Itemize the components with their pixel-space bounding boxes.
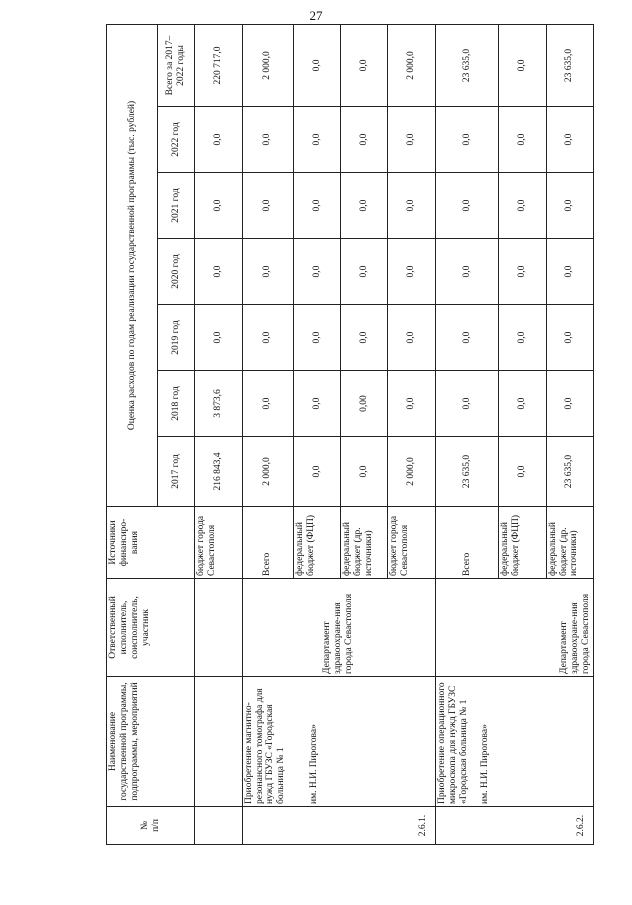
header-year: 2018 год: [158, 371, 195, 437]
value-cell: 23 635,0: [546, 24, 593, 106]
header-year: 2021 год: [158, 173, 195, 239]
table-row: [435, 24, 499, 844]
value-cell: 0,0: [293, 437, 340, 507]
value-cell: 2 000,0: [242, 24, 293, 106]
source-cell: федеральный бюджет (ФЦП): [293, 507, 340, 579]
value-cell: 0,0: [293, 107, 340, 173]
value-cell: 0,0: [388, 371, 435, 437]
value-cell: 23 635,0: [546, 437, 593, 507]
header-name: Наименование государственной программы, подпрограммы, мероприятий: [107, 677, 195, 807]
value-cell: 0,0: [293, 173, 340, 239]
header-year: 2022 год: [158, 107, 195, 173]
value-cell: 0,0: [341, 24, 388, 106]
value-cell: 2 000,0: [242, 437, 293, 507]
name-cell: [195, 677, 242, 807]
value-cell: 0,0: [195, 305, 242, 371]
source-cell: федеральный бюджет (др. источники): [546, 507, 593, 579]
value-cell: 0,0: [293, 371, 340, 437]
value-cell: 23 635,0: [435, 24, 499, 106]
header-year: 2017 год: [158, 437, 195, 507]
num-cell: 2.6.1.: [242, 807, 435, 845]
value-cell: 0,0: [435, 239, 499, 305]
header-responsible: Ответственный исполнитель, соисполнитель, участник: [107, 579, 195, 677]
source-cell: федеральный бюджет (др. источники): [341, 507, 388, 579]
num-cell: [195, 807, 242, 845]
header-source: Источники финансиро-вания: [107, 507, 195, 579]
responsible-cell: Департамент здравоохране-ния города Севастополя: [242, 579, 435, 677]
value-cell: 0,0: [435, 173, 499, 239]
value-cell: 0,0: [242, 305, 293, 371]
value-cell: 220 717,0: [195, 24, 242, 106]
value-cell: 0,0: [499, 239, 546, 305]
budget-table: [106, 24, 594, 845]
value-cell: 0,0: [546, 239, 593, 305]
value-cell: 0,0: [341, 239, 388, 305]
source-cell: федеральный бюджет (ФЦП): [499, 507, 546, 579]
value-cell: 3 873,6: [195, 371, 242, 437]
value-cell: 0,0: [195, 107, 242, 173]
value-cell: 0,0: [499, 305, 546, 371]
value-cell: 0,0: [293, 305, 340, 371]
source-cell: Всего: [242, 507, 293, 579]
value-cell: 0,0: [546, 107, 593, 173]
value-cell: 0,0: [242, 371, 293, 437]
rotated-table-wrapper: [106, 25, 594, 845]
value-cell: 0,0: [499, 107, 546, 173]
value-cell: 0,0: [388, 305, 435, 371]
group-name: Приобретение операционного микроскопа для нужд ГБУЗС «Городская больница № 1: [436, 682, 469, 804]
name-cell: [242, 677, 435, 807]
header-num: № п/п: [107, 807, 195, 845]
source-cell: бюджет города Севастополя: [195, 507, 242, 579]
value-cell: 2 000,0: [388, 437, 435, 507]
page-number: 27: [309, 8, 323, 23]
value-cell: 0,0: [546, 305, 593, 371]
header-year: 2020 год: [158, 239, 195, 305]
value-cell: 0,00: [341, 371, 388, 437]
value-cell: 216 843,4: [195, 437, 242, 507]
value-cell: 23 635,0: [435, 437, 499, 507]
value-cell: 0,0: [388, 107, 435, 173]
value-cell: 0,0: [499, 24, 546, 106]
value-cell: 0,0: [242, 239, 293, 305]
value-cell: 0,0: [388, 239, 435, 305]
source-cell: Всего: [435, 507, 499, 579]
value-cell: 0,0: [195, 173, 242, 239]
num-cell: 2.6.2.: [435, 807, 593, 845]
value-cell: 0,0: [388, 173, 435, 239]
value-cell: 0,0: [341, 437, 388, 507]
value-cell: 0,0: [341, 305, 388, 371]
responsible-cell: Департамент здравоохране-ния города Севастополя: [435, 579, 593, 677]
responsible-cell: [195, 579, 242, 677]
source-cell: бюджет города Севастополя: [388, 507, 435, 579]
value-cell: 0,0: [195, 239, 242, 305]
value-cell: 0,0: [242, 173, 293, 239]
value-cell: 0,0: [435, 371, 499, 437]
value-cell: 0,0: [546, 173, 593, 239]
group-name: Приобретение магнитно-резонансного томографа для нужд ГБУЗС «Городская больница № 1: [243, 688, 287, 804]
header-estimate: Оценка расходов по годам реализации государственной программы (тыс. рублей): [107, 24, 158, 506]
value-cell: 2 000,0: [388, 24, 435, 106]
value-cell: 0,0: [499, 437, 546, 507]
name-cell: [435, 677, 593, 807]
value-cell: 0,0: [499, 371, 546, 437]
value-cell: 0,0: [293, 239, 340, 305]
value-cell: 0,0: [341, 173, 388, 239]
group-name-tail: им. Н.И. Пирогова»: [309, 724, 320, 804]
header-year-total: Всего за 2017–2022 годы: [158, 24, 195, 106]
value-cell: 0,0: [546, 371, 593, 437]
value-cell: 0,0: [499, 173, 546, 239]
value-cell: 0,0: [242, 107, 293, 173]
group-name-tail: им. Н.И. Пирогова»: [480, 724, 491, 804]
value-cell: 0,0: [293, 24, 340, 106]
table-row: [242, 24, 293, 844]
value-cell: 0,0: [435, 107, 499, 173]
table-row: [195, 24, 242, 844]
header-year: 2019 год: [158, 305, 195, 371]
value-cell: 0,0: [341, 107, 388, 173]
value-cell: 0,0: [435, 305, 499, 371]
